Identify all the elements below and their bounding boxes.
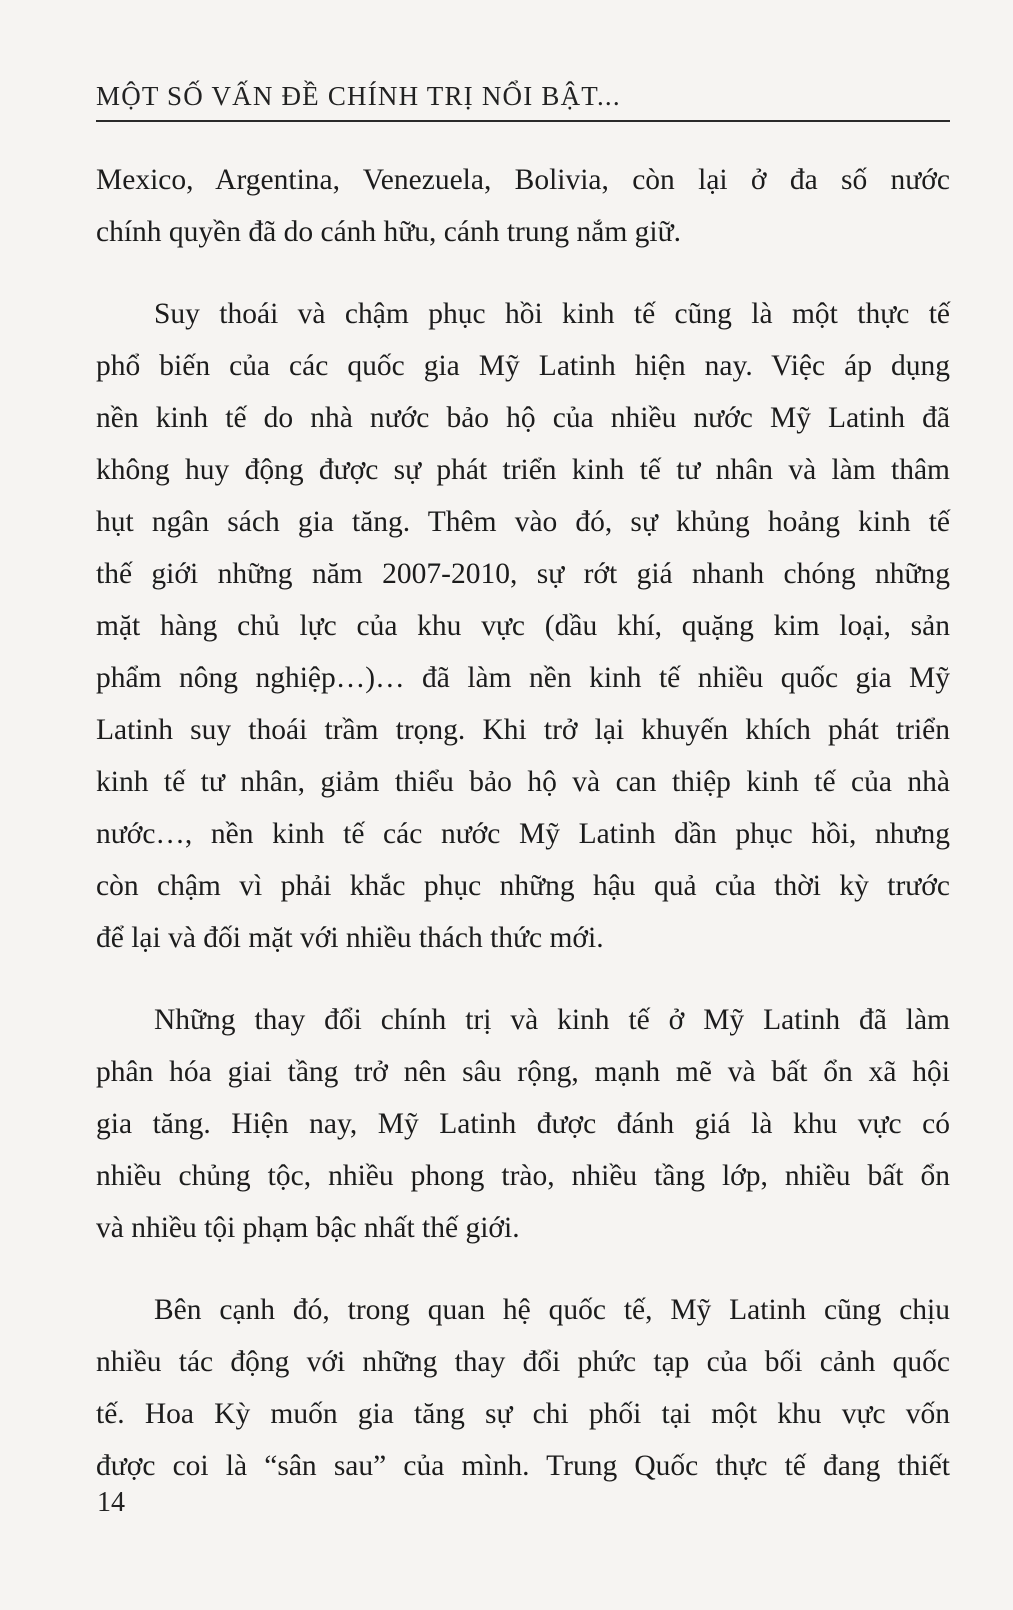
text-line: phân hóa giai tầng trở nên sâu rộng, mạnh mẽ và bất ổn xã hội bbox=[96, 1056, 950, 1088]
text-line: còn chậm vì phải khắc phục những hậu quả của thời kỳ trước bbox=[96, 870, 950, 902]
text-line: Những thay đổi chính trị và kinh tế ở Mỹ Latinh đã làm bbox=[154, 1004, 950, 1036]
text-line: để lại và đối mặt với nhiều thách thức mới. bbox=[96, 922, 604, 954]
text-line: Suy thoái và chậm phục hồi kinh tế cũng là một thực tế bbox=[154, 298, 950, 330]
page-number: 14 bbox=[97, 1487, 125, 1518]
text-line: Latinh suy thoái trầm trọng. Khi trở lại khuyến khích phát triển bbox=[96, 714, 950, 746]
text-line: không huy động được sự phát triển kinh tế tư nhân và làm thâm bbox=[96, 454, 950, 486]
paragraph bbox=[96, 998, 950, 1258]
paragraph bbox=[96, 158, 950, 262]
text-line: được coi là “sân sau” của mình. Trung Quốc thực tế đang thiết bbox=[96, 1450, 950, 1482]
paragraph bbox=[96, 1288, 950, 1496]
text-line: nhiều tác động với những thay đổi phức tạp của bối cảnh quốc bbox=[96, 1346, 950, 1378]
running-header bbox=[96, 80, 950, 112]
text-line: tế. Hoa Kỳ muốn gia tăng sự chi phối tại một khu vực vốn bbox=[96, 1398, 950, 1430]
paragraph bbox=[96, 292, 950, 968]
text-line: thế giới những năm 2007-2010, sự rớt giá nhanh chóng những bbox=[96, 558, 950, 590]
text-line: nhiều chủng tộc, nhiều phong trào, nhiều tầng lớp, nhiều bất ổn bbox=[96, 1160, 950, 1192]
text-line: Bên cạnh đó, trong quan hệ quốc tế, Mỹ Latinh cũng chịu bbox=[154, 1294, 950, 1326]
running-title: MỘT SỐ VẤN ĐỀ CHÍNH TRỊ NỔI BẬT... bbox=[96, 81, 621, 111]
text-line: phẩm nông nghiệp…)… đã làm nền kinh tế nhiều quốc gia Mỹ bbox=[96, 662, 950, 694]
header-rule bbox=[96, 120, 950, 122]
text-line: phổ biến của các quốc gia Mỹ Latinh hiện nay. Việc áp dụng bbox=[96, 350, 950, 382]
text-line: nền kinh tế do nhà nước bảo hộ của nhiều nước Mỹ Latinh đã bbox=[96, 402, 950, 434]
text-line: gia tăng. Hiện nay, Mỹ Latinh được đánh giá là khu vực có bbox=[96, 1108, 950, 1140]
text-line: và nhiều tội phạm bậc nhất thế giới. bbox=[96, 1212, 520, 1244]
text-line: nước…, nền kinh tế các nước Mỹ Latinh dần phục hồi, nhưng bbox=[96, 818, 950, 850]
text-line: chính quyền đã do cánh hữu, cánh trung nắm giữ. bbox=[96, 216, 681, 248]
body-text bbox=[96, 158, 950, 1496]
text-line: Mexico, Argentina, Venezuela, Bolivia, còn lại ở đa số nước bbox=[96, 164, 950, 196]
text-line: kinh tế tư nhân, giảm thiểu bảo hộ và can thiệp kinh tế của nhà bbox=[96, 766, 950, 798]
text-line: hụt ngân sách gia tăng. Thêm vào đó, sự khủng hoảng kinh tế bbox=[96, 506, 950, 538]
text-line: mặt hàng chủ lực của khu vực (dầu khí, quặng kim loại, sản bbox=[96, 610, 950, 642]
